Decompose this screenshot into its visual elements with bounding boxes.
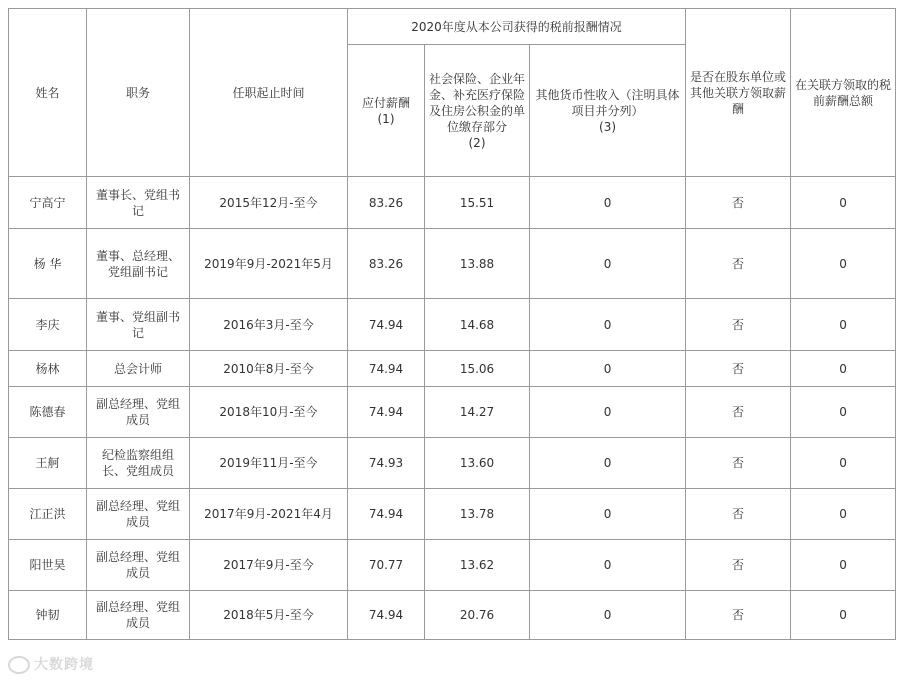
header-name: 姓名 [9,9,87,177]
cell-other: 0 [530,229,686,299]
cell-salary: 74.94 [348,351,425,387]
cell-other: 0 [530,177,686,229]
header-salary: 应付薪酬 (1) [348,45,425,177]
cell-other: 0 [530,387,686,438]
cell-position: 董事、党组副书记 [87,299,190,351]
cell-position: 副总经理、党组成员 [87,540,190,591]
table-row [9,351,896,387]
cell-other: 0 [530,591,686,640]
cell-name: 杨林 [9,351,87,387]
cell-name: 王舸 [9,438,87,489]
header-related-amount: 在关联方领取的税前薪酬总额 [791,9,896,177]
cell-salary: 83.26 [348,229,425,299]
cell-related-amount: 0 [791,438,896,489]
cell-name: 钟韧 [9,591,87,640]
cell-related-flag: 否 [686,229,791,299]
cell-position: 副总经理、党组成员 [87,591,190,640]
cell-salary: 74.94 [348,387,425,438]
cell-term: 2017年9月-至今 [190,540,348,591]
table-row [9,438,896,489]
cell-term: 2017年9月-2021年4月 [190,489,348,540]
cell-insurance: 20.76 [425,591,530,640]
compensation-table [8,8,896,640]
table-row [9,387,896,438]
cell-position: 副总经理、党组成员 [87,387,190,438]
table-row [9,489,896,540]
table-row [9,591,896,640]
cell-position: 董事、总经理、党组副书记 [87,229,190,299]
header-compensation-group: 2020年度从本公司获得的税前报酬情况 [348,9,686,45]
cell-other: 0 [530,540,686,591]
cell-related-amount: 0 [791,540,896,591]
cell-related-amount: 0 [791,489,896,540]
cell-name: 江正洪 [9,489,87,540]
watermark [8,654,94,674]
cell-other: 0 [530,489,686,540]
cell-related-flag: 否 [686,591,791,640]
cell-name: 阳世昊 [9,540,87,591]
header-insurance: 社会保险、企业年金、补充医疗保险及住房公积金的单位缴存部分 (2) [425,45,530,177]
table-row [9,299,896,351]
cell-related-amount: 0 [791,351,896,387]
cell-name: 杨 华 [9,229,87,299]
cell-insurance: 15.51 [425,177,530,229]
cell-salary: 74.94 [348,591,425,640]
header-position: 职务 [87,9,190,177]
cell-term: 2019年11月-至今 [190,438,348,489]
cell-insurance: 13.88 [425,229,530,299]
cell-related-amount: 0 [791,591,896,640]
cell-position: 董事长、党组书记 [87,177,190,229]
cell-related-amount: 0 [791,299,896,351]
table-row [9,540,896,591]
cell-insurance: 14.27 [425,387,530,438]
cell-insurance: 15.06 [425,351,530,387]
cell-related-amount: 0 [791,177,896,229]
header-related-flag: 是否在股东单位或其他关联方领取薪酬 [686,9,791,177]
cell-related-flag: 否 [686,387,791,438]
header-term: 任职起止时间 [190,9,348,177]
cell-related-amount: 0 [791,229,896,299]
cell-related-flag: 否 [686,540,791,591]
cell-position: 副总经理、党组成员 [87,489,190,540]
cell-position: 总会计师 [87,351,190,387]
watermark-logo-icon [8,656,30,674]
cell-term: 2018年10月-至今 [190,387,348,438]
header-other-income: 其他货币性收入（注明具体项目并分列） (3) [530,45,686,177]
table-row [9,177,896,229]
cell-related-flag: 否 [686,299,791,351]
watermark-text: 大数跨境 [34,657,94,673]
cell-related-flag: 否 [686,489,791,540]
cell-name: 李庆 [9,299,87,351]
cell-related-amount: 0 [791,387,896,438]
cell-position: 纪检监察组组长、党组成员 [87,438,190,489]
cell-salary: 74.93 [348,438,425,489]
table-row [9,229,896,299]
cell-term: 2015年12月-至今 [190,177,348,229]
table-body [9,177,896,640]
cell-other: 0 [530,438,686,489]
cell-salary: 70.77 [348,540,425,591]
cell-name: 陈德春 [9,387,87,438]
cell-salary: 83.26 [348,177,425,229]
cell-term: 2010年8月-至今 [190,351,348,387]
cell-salary: 74.94 [348,489,425,540]
cell-term: 2016年3月-至今 [190,299,348,351]
cell-insurance: 13.62 [425,540,530,591]
cell-term: 2019年9月-2021年5月 [190,229,348,299]
cell-salary: 74.94 [348,299,425,351]
cell-related-flag: 否 [686,351,791,387]
cell-other: 0 [530,351,686,387]
cell-related-flag: 否 [686,177,791,229]
cell-insurance: 13.60 [425,438,530,489]
cell-insurance: 13.78 [425,489,530,540]
cell-insurance: 14.68 [425,299,530,351]
cell-term: 2018年5月-至今 [190,591,348,640]
cell-name: 宁高宁 [9,177,87,229]
cell-other: 0 [530,299,686,351]
cell-related-flag: 否 [686,438,791,489]
